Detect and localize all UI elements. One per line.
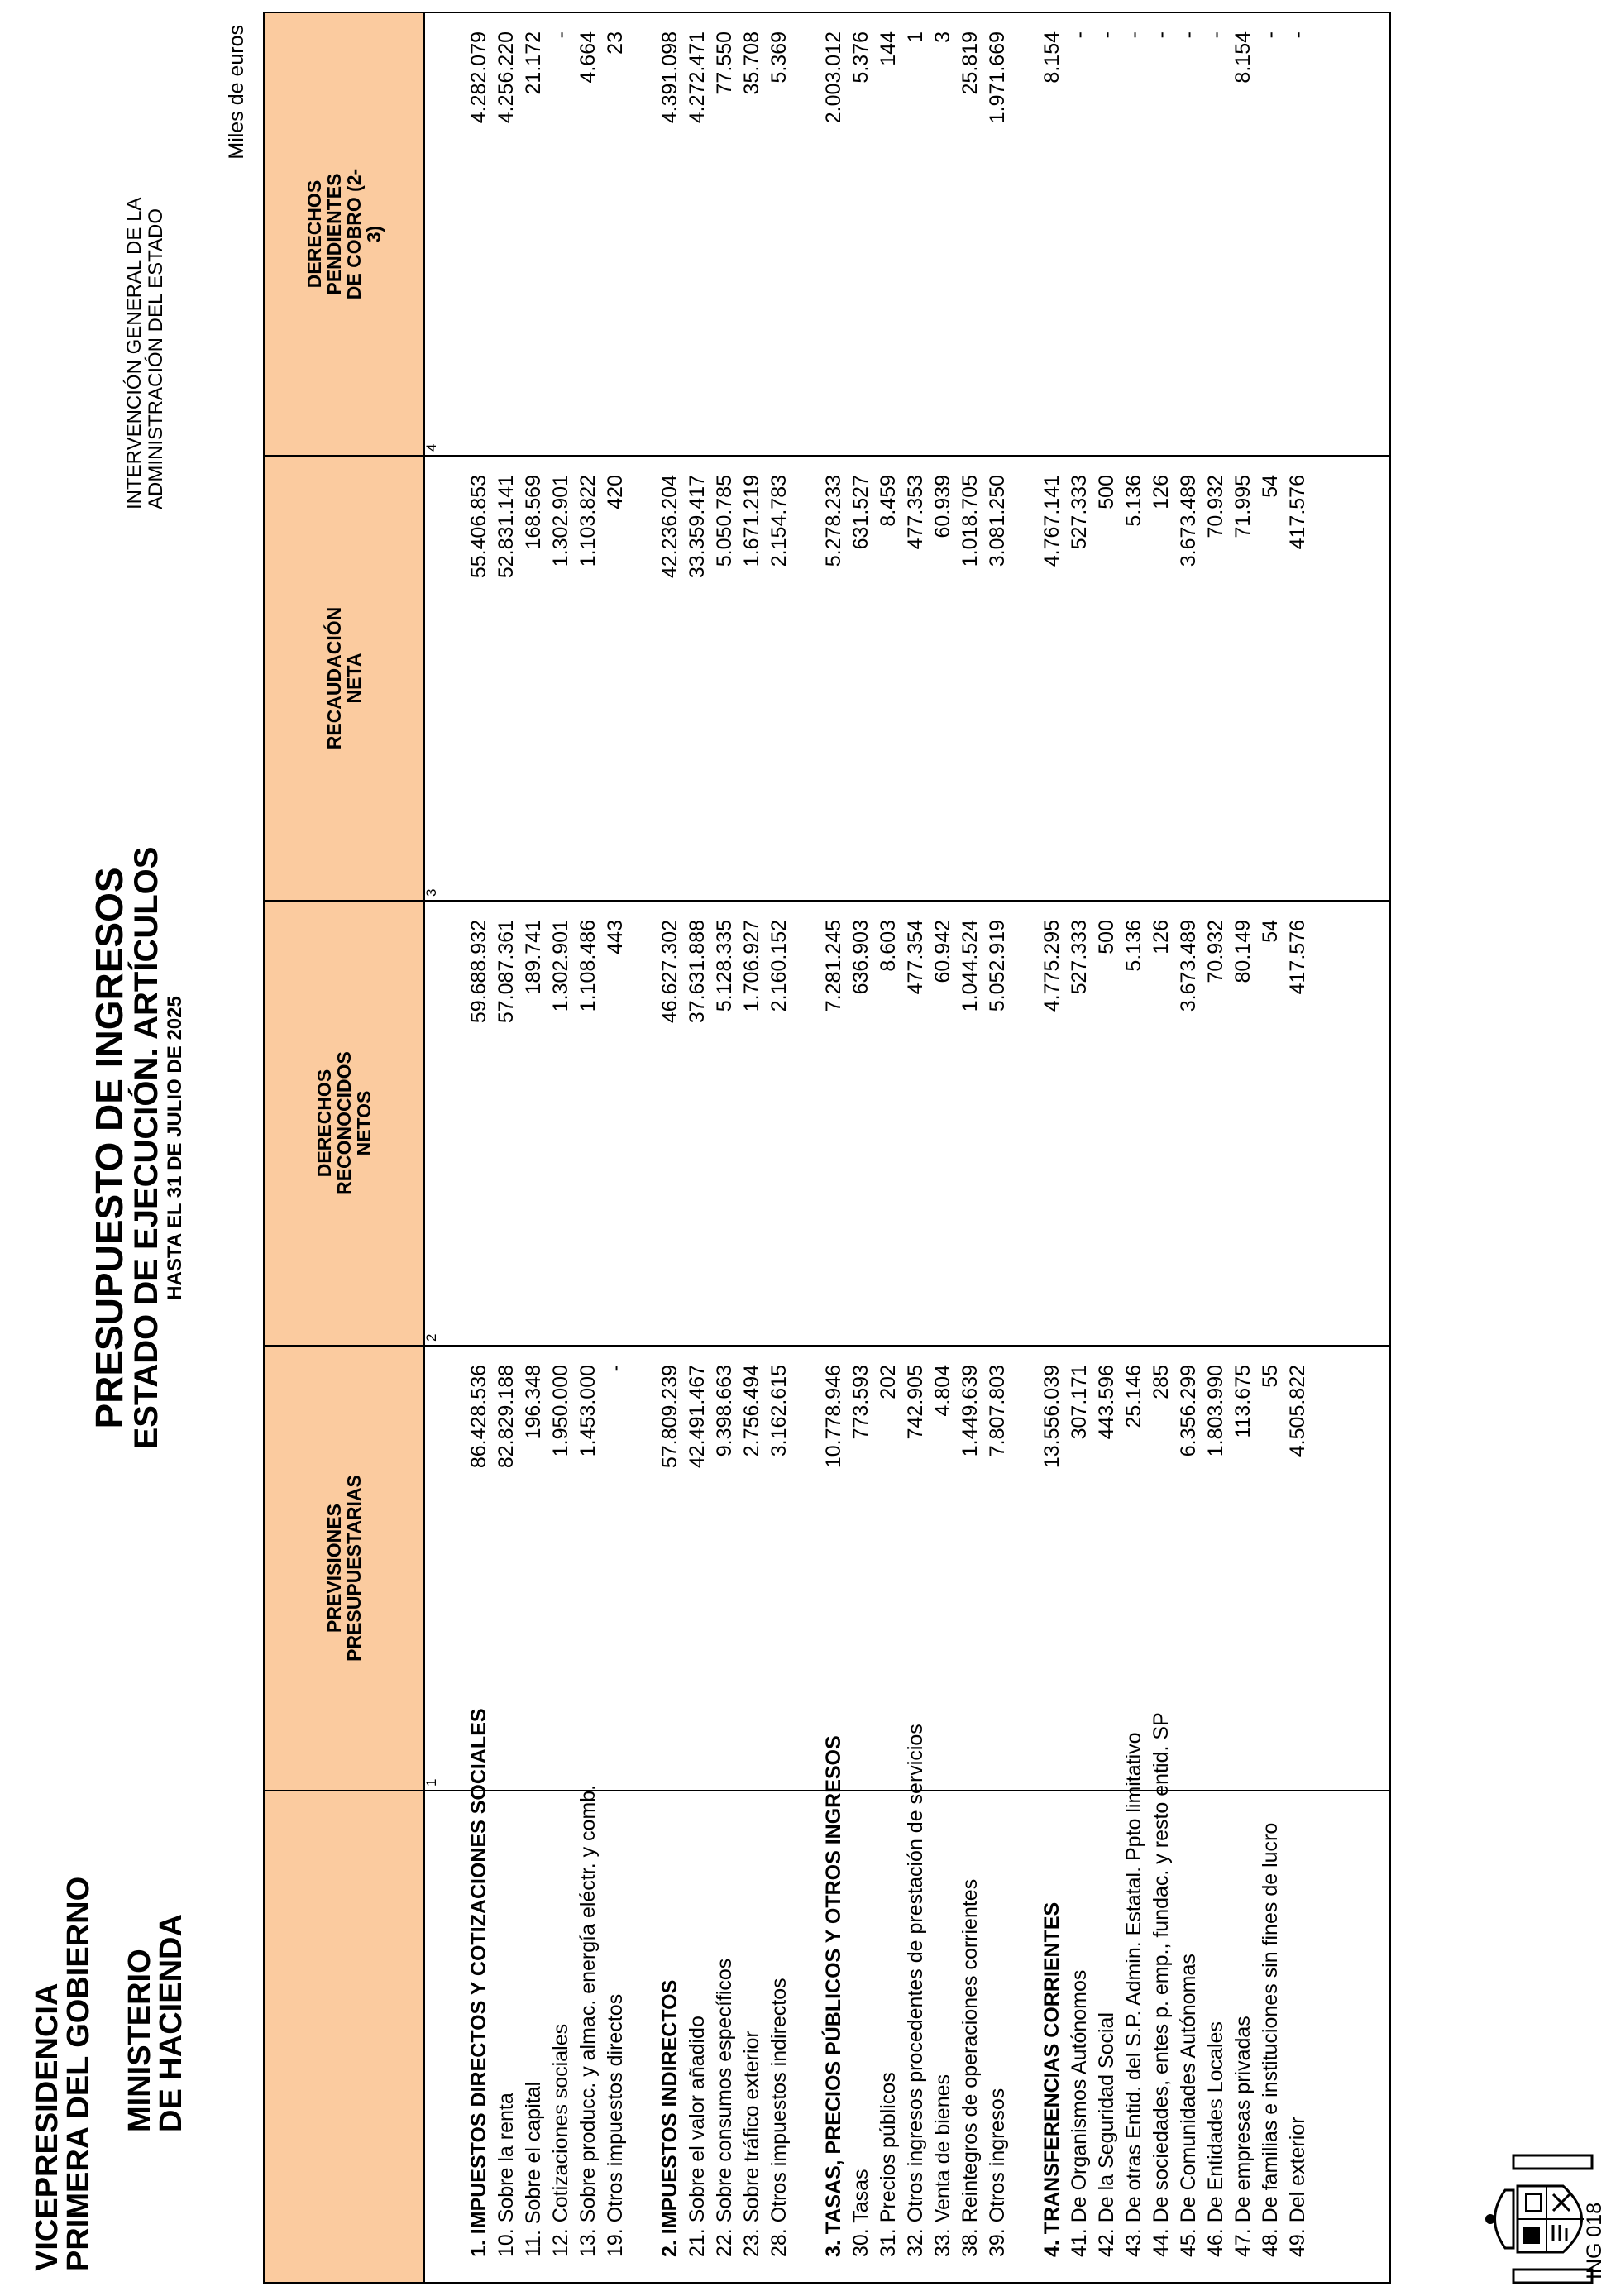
cell-col2: 2.160.152 [766, 901, 793, 1346]
row-label: 31. Precios públicos [875, 1791, 902, 2283]
cell-col4: 5.376 [848, 12, 875, 456]
table-row [1284, 12, 1312, 2283]
cell-col3: 1.302.901 [547, 456, 575, 901]
cell-col1: 82.829.188 [493, 1346, 520, 1791]
table-row [902, 12, 930, 2283]
title-line3: HASTA EL 31 DE JULIO DE 2025 [164, 996, 186, 1300]
chapter-row [820, 12, 848, 2283]
cell-col4: 1.971.669 [984, 12, 1011, 456]
cell-col2: 1.108.486 [575, 901, 602, 1346]
table-row [875, 12, 902, 2283]
table-row [520, 12, 547, 2283]
cell-col3: 527.333 [1066, 456, 1093, 901]
table-body [424, 12, 1390, 2283]
cell-col2: 5.052.919 [984, 901, 1011, 1346]
cell-col2: 70.932 [1202, 901, 1230, 1346]
cell-col1: 443.596 [1093, 1346, 1121, 1791]
cell-col1: 4.804 [930, 1346, 957, 1791]
cell-col2: 1.044.524 [957, 901, 984, 1346]
table-row [1148, 12, 1175, 2283]
cell-col1: 307.171 [1066, 1346, 1093, 1791]
row-label: 39. Otros ingresos [984, 1791, 1011, 2283]
cell-col4: - [1284, 12, 1312, 456]
cell-col3: 1.103.822 [575, 456, 602, 901]
cell-col4: - [547, 12, 575, 456]
cell-col4: 35.708 [739, 12, 766, 456]
cell-col1: 1.803.990 [1202, 1346, 1230, 1791]
cell-col2: 1.302.901 [547, 901, 575, 1346]
cell-col1: 55 [1257, 1346, 1284, 1791]
table-row [957, 12, 984, 2283]
row-label: 19. Otros impuestos directos [602, 1791, 629, 2283]
row-label: 10. Sobre la renta [493, 1791, 520, 2283]
cell-col2: 5.136 [1121, 901, 1148, 1346]
row-label: 2. IMPUESTOS INDIRECTOS [657, 1791, 684, 2283]
cell-col4: 8.154 [1039, 12, 1066, 456]
cell-col3: 477.353 [902, 456, 930, 901]
cell-col4: - [1066, 12, 1093, 456]
row-label: 48. De familias e instituciones sin fines de lucro [1257, 1791, 1284, 2283]
cell-col2: 500 [1093, 901, 1121, 1346]
cell-col1: 9.398.663 [711, 1346, 739, 1791]
cell-col2: 4.775.295 [1039, 901, 1066, 1346]
table-row [547, 12, 575, 2283]
cell-col4: - [1175, 12, 1202, 456]
spacer-row [1312, 12, 1390, 2283]
row-label: 21. Sobre el valor añadido [684, 1791, 711, 2283]
chapter-row [657, 12, 684, 2283]
cell-col2: 443 [602, 901, 629, 1346]
cell-col3: 3.673.489 [1175, 456, 1202, 901]
table-row [711, 12, 739, 2283]
cell-col2: 54 [1257, 901, 1284, 1346]
cell-col3: 4.767.141 [1039, 456, 1066, 901]
cell-col2: 636.903 [848, 901, 875, 1346]
cell-col3: 631.527 [848, 456, 875, 901]
cell-col1: 742.905 [902, 1346, 930, 1791]
cell-col1: 285 [1148, 1346, 1175, 1791]
row-label: 43. De otras Entid. del S.P. Admin. Estatal. Ppto limitativo [1121, 1791, 1148, 2283]
row-label: 42. De la Seguridad Social [1093, 1791, 1121, 2283]
execution-table [263, 12, 1391, 2284]
cell-col2: 46.627.302 [657, 901, 684, 1346]
table-row [848, 12, 875, 2283]
cell-col3: 1.671.219 [739, 456, 766, 901]
cell-col4: 21.172 [520, 12, 547, 456]
units-label: Miles de euros [225, 25, 248, 160]
cell-col3: 52.831.141 [493, 456, 520, 901]
table-row [1175, 12, 1202, 2283]
cell-col3: 5.278.233 [820, 456, 848, 901]
cell-col4: 4.391.098 [657, 12, 684, 456]
cell-col3: 1.018.705 [957, 456, 984, 901]
row-label: 30. Tasas [848, 1791, 875, 2283]
row-label: 22. Sobre consumos específicos [711, 1791, 739, 2283]
colnum-0 [424, 1791, 438, 2283]
row-label: 13. Sobre producc. y almac. energía eléctr. y comb. [575, 1791, 602, 2283]
cell-col3: 8.459 [875, 456, 902, 901]
cell-col1: 13.556.039 [1039, 1346, 1066, 1791]
cell-col1: 42.491.467 [684, 1346, 711, 1791]
cell-col1: 7.807.803 [984, 1346, 1011, 1791]
table-row [575, 12, 602, 2283]
cell-col4: 4.272.471 [684, 12, 711, 456]
vicepresidencia-line2: PRIMERA DEL GOBIERNO [61, 1876, 96, 2271]
cell-col1: 3.162.615 [766, 1346, 793, 1791]
cell-col1: 57.809.239 [657, 1346, 684, 1791]
cell-col1: - [602, 1346, 629, 1791]
spacer-row [793, 12, 820, 2283]
table-row [1121, 12, 1148, 2283]
cell-col4: 4.256.220 [493, 12, 520, 456]
vicepresidencia-label [31, 1877, 94, 2271]
cell-col2: 7.281.245 [820, 901, 848, 1346]
ministerio-line1: MINISTERIO [122, 1949, 157, 2132]
spacer-row [1011, 12, 1039, 2283]
cell-col1: 1.950.000 [547, 1346, 575, 1791]
table-row [739, 12, 766, 2283]
cell-col1: 1.453.000 [575, 1346, 602, 1791]
chapter-row [466, 12, 493, 2283]
table-row [984, 12, 1011, 2283]
cell-col4: 4.282.079 [466, 12, 493, 456]
table-row [1093, 12, 1121, 2283]
table-row [1202, 12, 1230, 2283]
cell-col4: - [1148, 12, 1175, 456]
cell-col4: - [1093, 12, 1121, 456]
cell-col4: 4.664 [575, 12, 602, 456]
cell-col2: 37.631.888 [684, 901, 711, 1346]
ministerio-line2: DE HACIENDA [154, 1914, 189, 2132]
header-previsiones: PREVISIONES PRESUPUESTARIAS [264, 1346, 424, 1791]
header-concept [264, 1791, 424, 2283]
row-label: 32. Otros ingresos procedentes de prestación de servicios [902, 1791, 930, 2283]
spacer-row [629, 12, 657, 2283]
cell-col2: 57.087.361 [493, 901, 520, 1346]
row-label: 28. Otros impuestos indirectos [766, 1791, 793, 2283]
cell-col4: - [1257, 12, 1284, 456]
cell-col1: 10.778.946 [820, 1346, 848, 1791]
cell-col1: 86.428.536 [466, 1346, 493, 1791]
footer-code: ING 018 [1583, 2202, 1606, 2279]
row-label: 41. De Organismos Autónomos [1066, 1791, 1093, 2283]
cell-col1: 6.356.299 [1175, 1346, 1202, 1791]
intervencion-line2: ADMINISTRACIÓN DEL ESTADO [145, 208, 167, 509]
row-label: 45. De Comunidades Autónomas [1175, 1791, 1202, 2283]
cell-col3: 33.359.417 [684, 456, 711, 901]
cell-col3: 420 [602, 456, 629, 901]
cell-col3: 500 [1093, 456, 1121, 901]
header-derechos-reconocidos: DERECHOS RECONOCIDOS NETOS [264, 901, 424, 1346]
colnum-3: 3 [424, 456, 438, 901]
intervencion-label [124, 198, 167, 509]
cell-col2: 3.673.489 [1175, 901, 1202, 1346]
table-row [1257, 12, 1284, 2283]
title-line1: PRESUPUESTO DE INGRESOS [88, 867, 131, 1429]
cell-col2: 189.741 [520, 901, 547, 1346]
cell-col4: 1 [902, 12, 930, 456]
row-label: 49. Del exterior [1284, 1791, 1312, 2283]
cell-col3: 3.081.250 [984, 456, 1011, 901]
cell-col3: 126 [1148, 456, 1175, 901]
cell-col4: - [1202, 12, 1230, 456]
cell-col2: 60.942 [930, 901, 957, 1346]
cell-col4: 5.369 [766, 12, 793, 456]
row-label: 33. Venta de bienes [930, 1791, 957, 2283]
row-label: 46. De Entidades Locales [1202, 1791, 1230, 2283]
row-label: 12. Cotizaciones sociales [547, 1791, 575, 2283]
row-label: 1. IMPUESTOS DIRECTOS Y COTIZACIONES SOCIALES [466, 1791, 493, 2283]
cell-col3: 2.154.783 [766, 456, 793, 901]
cell-col3: 71.995 [1230, 456, 1257, 901]
cell-col3: 70.932 [1202, 456, 1230, 901]
cell-col3: 168.569 [520, 456, 547, 901]
cell-col4: 23 [602, 12, 629, 456]
cell-col1: 202 [875, 1346, 902, 1791]
cell-col1: 4.505.822 [1284, 1346, 1312, 1791]
table-row [602, 12, 629, 2283]
cell-col2: 80.149 [1230, 901, 1257, 1346]
cell-col4: 77.550 [711, 12, 739, 456]
row-label: 47. De empresas privadas [1230, 1791, 1257, 2283]
row-label: 44. De sociedades, entes p. emp., fundac. y resto entid. SP [1148, 1791, 1175, 2283]
cell-col2: 417.576 [1284, 901, 1312, 1346]
cell-col3: 5.050.785 [711, 456, 739, 901]
cell-col2: 126 [1148, 901, 1175, 1346]
cell-col2: 8.603 [875, 901, 902, 1346]
cell-col3: 42.236.204 [657, 456, 684, 901]
colnum-4: 4 [424, 12, 438, 456]
cell-col4: 2.003.012 [820, 12, 848, 456]
row-label: 23. Sobre tráfico exterior [739, 1791, 766, 2283]
title-line2: ESTADO DE EJECUCIÓN. ARTÍCULOS [128, 846, 165, 1450]
colnum-2: 2 [424, 901, 438, 1346]
cell-col4: 25.819 [957, 12, 984, 456]
cell-col1: 113.675 [1230, 1346, 1257, 1791]
colnum-1: 1 [424, 1346, 438, 1791]
chapter-row [1039, 12, 1066, 2283]
cell-col3: 54 [1257, 456, 1284, 901]
row-label: 4. TRANSFERENCIAS CORRIENTES [1039, 1791, 1066, 2283]
row-label: 38. Reintegros de operaciones corrientes [957, 1791, 984, 2283]
cell-col2: 59.688.932 [466, 901, 493, 1346]
table-row [1066, 12, 1093, 2283]
cell-col4: 144 [875, 12, 902, 456]
cell-col1: 25.146 [1121, 1346, 1148, 1791]
cell-col2: 477.354 [902, 901, 930, 1346]
cell-col4: - [1121, 12, 1148, 456]
cell-col3: 5.136 [1121, 456, 1148, 901]
cell-col3: 55.406.853 [466, 456, 493, 901]
cell-col4: 8.154 [1230, 12, 1257, 456]
row-label: 3. TASAS, PRECIOS PÚBLICOS Y OTROS INGRESOS [820, 1791, 848, 2283]
cell-col1: 2.756.494 [739, 1346, 766, 1791]
row-label: 11. Sobre el capital [520, 1791, 547, 2283]
intervencion-line1: INTERVENCIÓN GENERAL DE LA [123, 197, 146, 509]
cell-col1: 196.348 [520, 1346, 547, 1791]
header-pendientes: DERECHOS PENDIENTES DE COBRO (2-3) [264, 12, 424, 456]
cell-col2: 1.706.927 [739, 901, 766, 1346]
table-row [1230, 12, 1257, 2283]
cell-col2: 527.333 [1066, 901, 1093, 1346]
cell-col3: 417.576 [1284, 456, 1312, 901]
cell-col3: 60.939 [930, 456, 957, 901]
cell-col2: 5.128.335 [711, 901, 739, 1346]
table-row [684, 12, 711, 2283]
table-row [766, 12, 793, 2283]
cell-col1: 1.449.639 [957, 1346, 984, 1791]
table-row [493, 12, 520, 2283]
cell-col1: 773.593 [848, 1346, 875, 1791]
header-recaudacion: RECAUDACIÓN NETA [264, 456, 424, 901]
table-row [930, 12, 957, 2283]
cell-col4: 3 [930, 12, 957, 456]
vicepresidencia-line1: VICEPRESIDENCIA [30, 1983, 65, 2271]
